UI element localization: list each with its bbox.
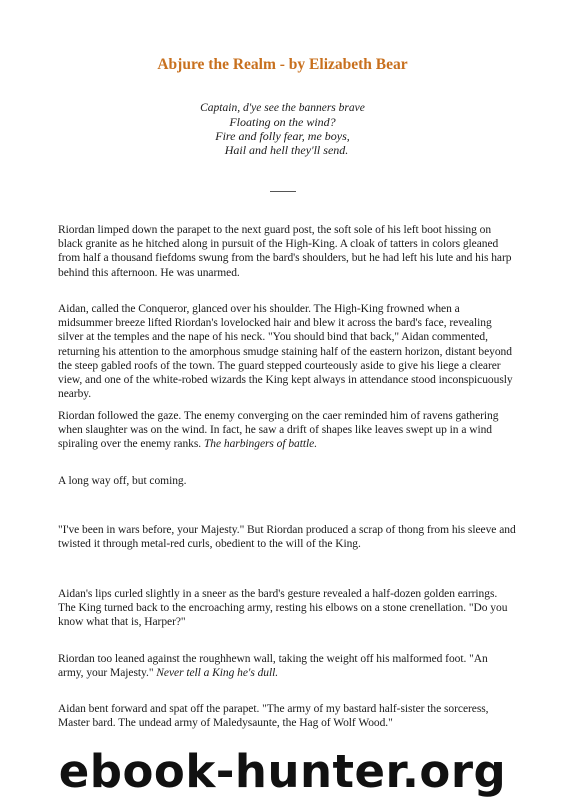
epigraph-line: Captain, d'ye see the banners brave [200, 102, 365, 114]
paragraph-text: A long way off, but coming. [58, 475, 187, 487]
watermark-text: ebook-hunter.org [58, 745, 507, 798]
paragraph-text: Riordan limped down the parapet to the next guard post, the soft sole of his left boot hissing on black granite as he hitched along in pursuit of the High-King. A cloak of tatters in colors gleaned from half a thousand fiefdoms swung from the bard's shoulders, but he had left his lute and his harp behind this afternoon. He was unarmed. [58, 224, 512, 279]
paragraph [58, 223, 516, 280]
paragraph [58, 302, 516, 401]
paragraph [58, 474, 516, 488]
paragraph [58, 409, 516, 452]
paragraph [58, 702, 516, 730]
paragraph-text: "I've been in wars before, your Majesty." But Riordan produced a scrap of thong from his sleeve and twisted it through metal-red curls, obedient to the will of the King. [58, 524, 516, 551]
epigraph-line: Hail and hell they'll send. [224, 143, 349, 157]
epigraph [0, 101, 565, 157]
epigraph-line: Floating on the wind? [229, 115, 336, 129]
epigraph-line: Fire and folly fear, me boys, [215, 129, 350, 143]
italic-phrase: Never tell a King he's dull. [156, 667, 279, 680]
paragraph-text: Riordan followed the gaze. The enemy converging on the caer reminded him of ravens gathering when slaughter was on the wind. In fact, he saw a drift of shapes like leaves swept up in a wind spiraling over the enemy ranks. [58, 410, 499, 451]
paragraph [58, 523, 516, 551]
paragraph-text: Riordan too leaned against the roughhewn wall, taking the weight off his malformed foot. "An army, your Majesty." [58, 653, 488, 680]
italic-phrase: The harbingers of battle. [203, 438, 318, 451]
paragraph [58, 652, 516, 680]
paragraph-text: Aidan bent forward and spat off the parapet. "The army of my bastard half-sister the sorceress, Master bard. The undead army of Maledysaunte, the Hag of Wolf Wood." [58, 703, 489, 730]
paragraph-text: Aidan's lips curled slightly in a sneer as the bard's gesture revealed a half-dozen golden earrings. The King turned back to the encroaching army, resting his elbows on a stone crenellation. "Do you know what that is, Harper?" [58, 588, 508, 629]
document-title: Abjure the Realm - by Elizabeth Bear [157, 56, 408, 73]
paragraph-text: Aidan, called the Conqueror, glanced over his shoulder. The High-King frowned when a midsummer breeze lifted Riordan's lovelocked hair and blew it across the bard's face, revealing silver at the temples and the nape of his neck. "You should bind that back," Aidan commented, returning his attention to the amorphous smudge staining half of the eastern horizon, distant beyond the steep gabled roofs of the town. The guard stepped courteously aside to give his liege a clearer view, and one of the white-robed wizards the King kept always in attendance stood inconspicuously nearby. [58, 303, 513, 401]
paragraph [58, 587, 516, 630]
section-divider [270, 191, 296, 192]
